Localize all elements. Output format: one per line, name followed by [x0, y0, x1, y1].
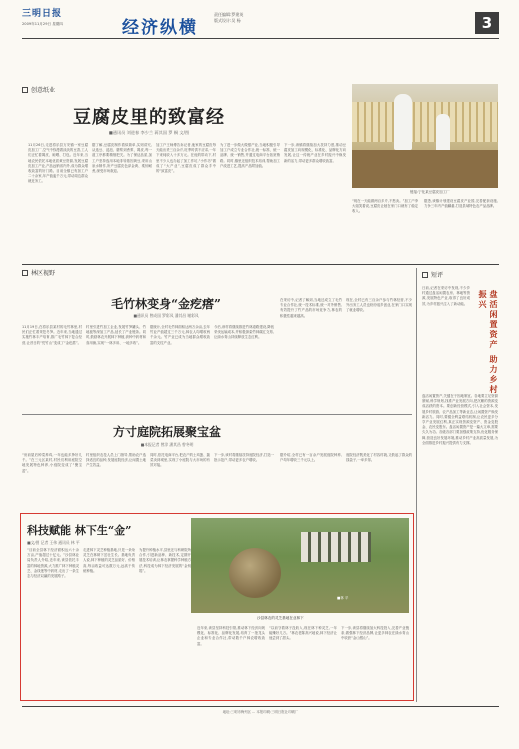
story4-byline: ■文/图 记者 王伟 通讯员 林 平: [27, 540, 80, 545]
story3-headline: 方寸庭院拓展聚宝盆: [112, 425, 221, 439]
story2-body-col4: 今后,该村将继续推进竹林道路建设,降低采伐运输成本,并积极探索竹林碳汇交易,让绿水青山持续释放生态红利。: [214, 325, 274, 340]
photo-credit: ■林 平: [337, 596, 349, 600]
section-tag-comment: [422, 270, 443, 279]
story4-highlight-frame: [20, 513, 414, 701]
story1-body-col6: “现在一天能做两百多斤,不愁卖。”加工户李大姐笑着说,豆腐皮让她在家门口就有了稳定收入。: [352, 199, 418, 214]
people-group: [301, 532, 371, 562]
drying-racks: [352, 102, 498, 142]
sidebar-rule: [416, 268, 417, 702]
section-divider: [22, 264, 499, 265]
story2-body-col5: 在采访中,记者了解到,当地还成立了毛竹专业合作社,统一技术标准,统一对外销售,有效提升了竹产品的市场竞争力,林农的积极性越来越高。: [280, 298, 342, 318]
story3-body-col3: 同时,依托电商平台,把农户的土鸡蛋、蔬菜卖到城里,实现了小庭院与大市场的有效对接。: [150, 453, 210, 468]
production-table: [352, 150, 498, 188]
masthead: [0, 0, 519, 42]
editor-line: [214, 12, 243, 24]
story2-headline: 毛竹林变身“金疙瘩”: [111, 297, 221, 311]
rule-mid: [22, 414, 412, 415]
sidebar-vertical-title: 盘活闲置资产 助力乡村振兴: [478, 290, 499, 395]
sidebar-body-col1: 盘活闲置资产,关键在于因地制宜。各地要立足资源禀赋,科学规划,找准产业发展方向,把沉睡的资源变成活跃的资本。要创新经营模式,引入社会资本,发展乡村旅游、农产品加工等新业态,让闲置资产焕发新活力。同时,要健全利益联结机制,让农民更多分享产业发展红利,真正实现资源变资产、资金变股金、农民变股东。盘活闲置资产是一篇大文章,需要久久为功。各级各部门要加强政策支持,优化服务保障,营造良好发展环境,推动乡村产业高质量发展,为全面推进乡村振兴提供有力支撑。: [422, 394, 498, 445]
story1-body-col1: 11月26日,走进将乐县万安镇一家豆腐皮加工厂,空气中弥漫着淡淡的豆香,工人们正忙着揭皮、晾晒、打包。近年来,当地农民依托本地优质黄豆资源,发展豆腐皮加工产业,产品远销省内外,成为群众增收致富的好门路。目前全镇已有加工户二十余家,年产值逾千万元,带动周边群众就近务工。: [28, 143, 88, 184]
footer-text: 地址:三明市梅列区 ... 本报印刷:三明日报社印刷厂: [222, 710, 299, 714]
story2-byline: ■通讯员 曾成国 罗彩凤 潘其昌 谢彩凤: [133, 313, 199, 318]
story4-body-col3: 为提升种植水平,县里还与科研院所合作,引进新品种、新技术,定期开展技术培训,让林农掌握科学种植方法,科技成为林下经济发展的“金钥匙”。: [139, 548, 191, 573]
story3-body-col4: 下一步,该村将继续扶持庭院经济,打造一批示范户,带动更多农户增收。: [214, 453, 274, 463]
story4-photo: [191, 518, 409, 613]
story2-body-col2: 村里引进竹加工企业,发展竹笋罐头、竹地板等深加工产品,延长了产业链条。同时,鼓励林农开展林下种植,套种中药材和食用菌,实现“一林多用、一地多收”。: [86, 325, 146, 345]
section-tag-label: 短评: [431, 272, 444, 279]
story2-body-col6: 现在,全村已有三百余户参与竹林经营,不少外出务工人员也纷纷返乡创业,在家门口实现了就业增收。: [346, 298, 412, 313]
ganoderma-stone: [229, 548, 281, 598]
issue-date: 2009年11月29日 星期四: [22, 22, 63, 26]
footer-rule: [22, 706, 499, 707]
story3-body-col6: 庭院经济既美化了村容村貌,又鼓起了群众的钱袋子,一举多得。: [346, 453, 412, 463]
section-square-icon: [22, 270, 28, 276]
story4-photo-caption: 沙县林农的灵芝基地在业林下: [257, 616, 304, 620]
story3-body-col5: 据介绍,全村已有一百余户发展庭院种养,户均年增收三千元以上。: [280, 453, 342, 463]
story3-body-col1: “房前屋后种菜养鸡,一年也能多挣好几千。”在三元区某村,村民们利用庭院空地发展特色种养,小庭院变成了“聚宝盆”。: [22, 453, 82, 473]
story4-body-col4: 近年来,该县坚持科技引领,推动林下经济向规模化、标准化、品牌化发展,培育了一批龙头企业和专业合作社,带动数千户林农增收致富。: [197, 626, 265, 646]
story1-body-col4: 为了进一步做大做强产业,当地积极引导加工户成立专业合作社,统一标准、统一品牌、统一销售,并通过电商平台拓宽销路。同时,镇里还组织技术培训,帮助加工户改进工艺,提高产品附加值。: [220, 143, 280, 168]
sidebar-body-top: 日前,记者在采访中发现,不少乡村通过盘活闲置农房、林地等资源,发展特色产业,取得了良好成效,为乡村振兴注入了新动能。: [422, 286, 470, 306]
story1-body-col3: 加工户王师傅告诉记者,他家的豆腐皮每天能出货三百余斤,旺季时供不应求,一年下来纯收入十多万元。在他的带动下,村里不少人也办起了加工作坊,“小作坊”做成了“大产业”,豆腐皮成了群众手中的“致富皮”。: [156, 143, 216, 174]
page-number: 3: [475, 12, 499, 34]
worker-figure: [394, 94, 412, 150]
story1-photo: [352, 84, 498, 188]
designer-name: 版式设计:吴 杨: [214, 18, 241, 23]
newspaper-logo: 三明日报: [22, 9, 63, 19]
story1-headline: 豆腐皮里的致富经: [73, 107, 225, 128]
section-square-icon: [422, 272, 428, 278]
editor-name: 责任编辑:罗建英: [214, 12, 244, 17]
masthead-rule: [22, 38, 499, 39]
section-square-icon: [22, 87, 28, 93]
story3-byline: ■本报记者 曾淳 潘其昌 曾冬明: [140, 442, 194, 447]
story1-photo-caption: 链接:宁化某豆腐皮加工厂: [410, 190, 450, 194]
story4-body-col2: 走进林下灵芝种植基地,只见一朵朵灵芝在林荫下茁壮生长。基地负责人说,林下种植的灵芝品质好、价格高,每亩收益可达数万元,远高于传统种植。: [83, 548, 135, 573]
worker-figure: [436, 114, 450, 154]
story1-body-col5: 下一步,该镇将继续加大扶持力度,推动豆腐皮加工向规模化、标准化、品牌化方向发展,让这一传统产业在乡村振兴中焕发新的活力,带动更多群众增收致富。: [284, 143, 346, 163]
story4-body-col1: “目前全县林下经济面积达六十余万亩,产值超过十亿元。”沙县林业局负责人介绍,近年来,该县依托丰富的林地资源,大力推广林下种植灵芝、金线莲等中药材,走出了一条生态与经济双赢的发展路子。: [27, 548, 79, 579]
page-section-title: 经济纵横: [122, 18, 198, 38]
story1-byline: ■通讯员 刘进春 李少兰 蒋其国 罗 桐 文/图: [108, 130, 190, 135]
section-tag-forest: [22, 268, 55, 277]
story4-headline: 科技赋能 林下生“金”: [27, 524, 132, 537]
story3-body-col2: 村里组织农技人员上门指导,帮助农户选择适宜的品种,发展庭院经济,让闲置土地产生效益。: [86, 453, 146, 468]
story1-body-col2: 据了解,豆腐皮制作看似简单,实则讲究,从选豆、浸泡、磨浆到煮浆、揭皮,每一道工序都要精细把关。为了保证品质,加工户坚持选用本地非转基因黄豆,采用山泉水制作,所产豆腐皮色泽金黄、柔韧耐煮,深受市场欢迎。: [92, 143, 152, 174]
story4-body-col6: 下一步,该县将继续加大科技投入,完善产业链条,做强林下经济品牌,让更多林农在绿水青山中收获“金山银山”。: [341, 626, 409, 641]
story2-body-col3: 据统计,全村毛竹林面积达两万余亩,去年竹业产值超过三千万元,林农人均增收两千余元。竹产业已成为当地群众增收致富的支柱产业。: [150, 325, 210, 345]
section-tag-label: 林区视野: [31, 270, 56, 277]
section-tag-label: 创意纸业: [31, 87, 56, 94]
story1-body-col7: 据悉,该镇计划建设豆腐皮产业园,完善配套设施,力争三年内产值翻番,打造县域特色农产品品牌。: [424, 199, 498, 209]
story4-body-col5: “以前守着林子没收入,现在林下种灵芝,一年能赚好几万。”林农老陈高兴地说,林下经济让他尝到了甜头。: [269, 626, 337, 641]
section-tag-story1: [22, 85, 55, 94]
story2-body-col1: 11月19日,在将乐县某村的毛竹林里,村民们正忙着采挖冬笋。近年来,当地通过实施竹林丰产培育,推广毛竹林下复合经营,让昔日的“荒竹山”变成了“金疙瘩”。: [22, 325, 82, 345]
